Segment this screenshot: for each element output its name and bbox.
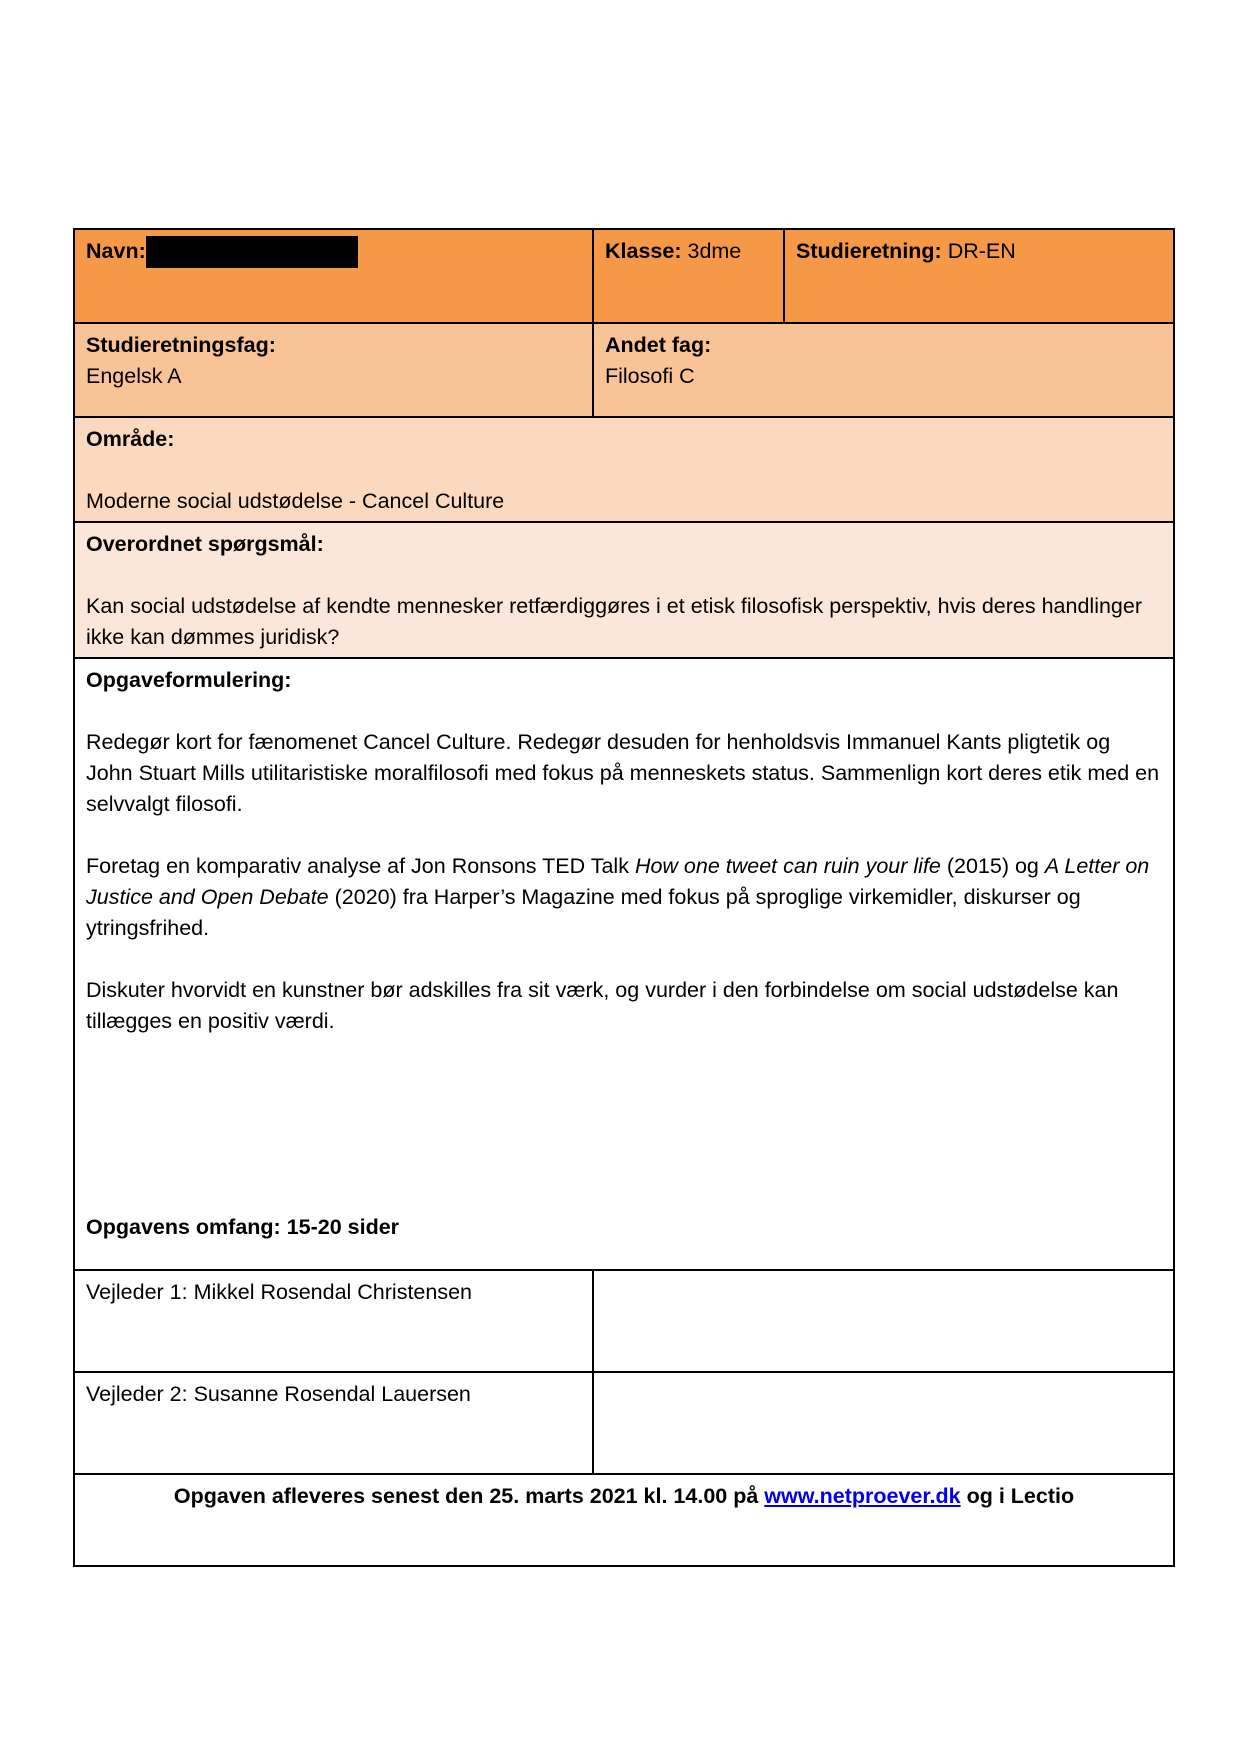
main-subject-label: Studieretningsfag: [86,333,276,357]
advisor-2-text: Vejleder 2: Susanne Rosendal Lauersen [86,1382,471,1406]
ted-talk-title: How one tweet can ruin your life [634,854,941,878]
assignment-paragraph-2: Foretag en komparativ analyse af Jon Ronsons TED Talk How one tweet can ruin your life (2015) og A Letter on Justice and Open Debate (2020) fra Harper’s Magazine med fokus på sproglige virkemidler, diskurser og ytringsfrihed. [86,854,1150,940]
class-cell [593,229,784,323]
advisor-2-signature-cell [593,1372,1174,1474]
assignment-cell [74,658,1174,1270]
letter-title: A Letter on Justice and Open Debate [86,854,1150,909]
main-question-label: Overordnet spørgsmål: [86,532,324,556]
area-value: Moderne social udstødelse - Cancel Culture [86,489,505,513]
advisor-1-cell [74,1270,593,1372]
studieretning-label: Studieretning: [796,239,942,263]
other-subject-cell [593,323,1174,417]
main-question-text: Kan social udstødelse af kendte mennesker retfærdiggøres i et etisk filosofisk perspektiv, hvis deres handlinger ikke kan dømmes juridisk? [86,594,1142,649]
studieretning-cell [784,229,1174,323]
assignment-scope: Opgavens omfang: 15-20 sider [86,1215,400,1239]
assignment-paragraph-1: Redegør kort for fænomenet Cancel Culture. Redegør desuden for henholdsvis Immanuel Kants pligtetik og John Stuart Mills utilitaristiske moralfilosofi med fokus på menneskets status. Sammenlign kort deres etik med en selvvalgt filosofi. [86,730,1160,816]
class-label: Klasse: [605,239,682,263]
name-label: Navn: [86,239,146,263]
advisor-1-signature-cell [593,1270,1174,1372]
main-subject-value: Engelsk A [86,364,182,388]
deadline-text-end: og i Lectio [960,1484,1075,1508]
deadline-cell [74,1474,1174,1566]
other-subject-value: Filosofi C [605,364,695,388]
assignment-paragraph-3: Diskuter hvorvidt en kunstner bør adskilles fra sit værk, og vurder i den forbindelse om social udstødelse kan tillægges en positiv værdi. [86,978,1119,1033]
redacted-name-block [146,236,358,268]
main-question-cell [74,522,1174,658]
assignment-label: Opgaveformulering: [86,668,292,692]
area-label: Område: [86,427,175,451]
deadline-text-start: Opgaven afleveres senest den 25. marts 2021 kl. 14.00 på [173,1484,765,1508]
advisor-1-text: Vejleder 1: Mikkel Rosendal Christensen [86,1280,473,1304]
netproever-link[interactable]: www.netproever.dk [764,1484,961,1508]
name-cell [74,229,593,323]
main-subject-cell [74,323,593,417]
assignment-form-table [73,228,1175,1567]
studieretning-value: DR-EN [947,239,1016,263]
area-cell [74,417,1174,522]
other-subject-label: Andet fag: [605,333,712,357]
advisor-2-cell [74,1372,593,1474]
class-value: 3dme [687,239,742,263]
